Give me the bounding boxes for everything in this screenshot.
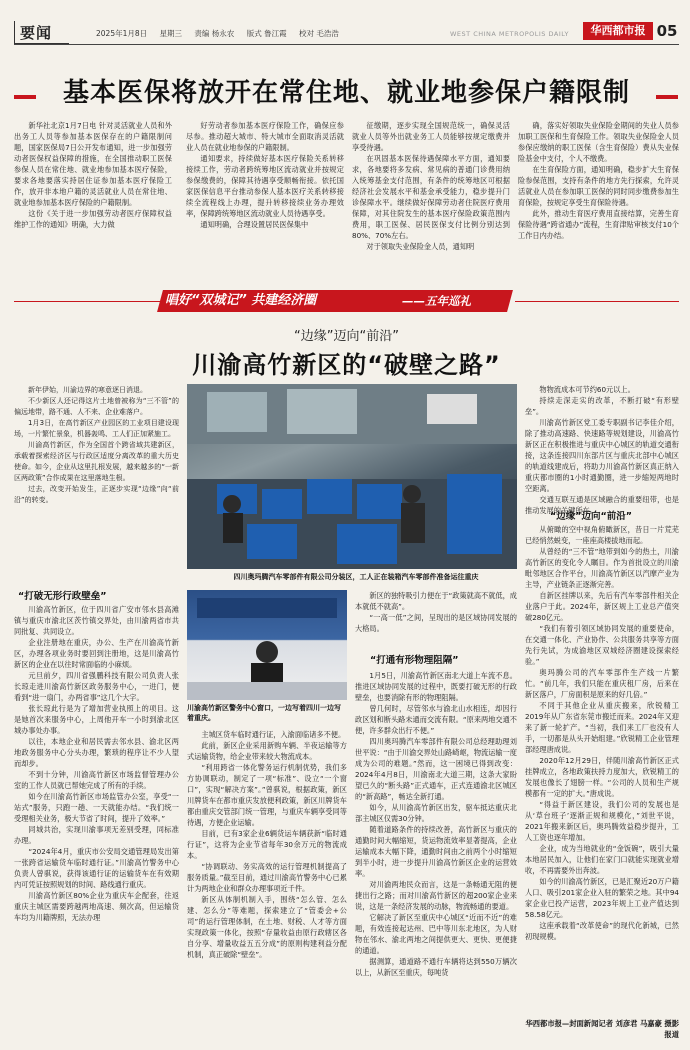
banner-rule-left [14, 301, 160, 302]
story2-paragraph: “2024年4月，重庆市公安局交通管理局发出第一张跨省运输货车临时通行证。”川渝高竹警务中心负责人曾骐说，获得该通行证的运输货车在有效期内可凭证按照规划的时间、路线通行重庆。 [14, 847, 179, 889]
story2-paragraph: 如今的川渝高竹新区，已是汇聚近20万户籍人口、吸引201家企业入驻的繁荣之地。其中94家企业已投产运营，2023年规上工业产值达到58.58亿元。 [525, 877, 679, 919]
story1-headline: 基本医保将放开在常住地、就业地参保户籍限制 [62, 78, 630, 108]
intro-paragraph: 川渝高竹新区，作为全国首个跨省域共建新区，承载着探索经济区与行政区适度分离改革的重大历史使命。如今，企业从这里扎根发展，越来越多的“一新区两政策”合作成果在这里落地生根。 [14, 441, 179, 482]
story1-paragraph: 此外，推动生育医疗费用直接结算，完善生育保险待遇“跨省通办”流程，生育津贴审核支付10个工作日内办结。 [518, 209, 679, 240]
story2-paragraph: 四川奥玛腾汽车零部件有限公司总经理助理刘世平说：“由于川渝交界处山路崎岖，物流运输一度成为公司的难题。”然而，这一困境已得到改变：2024年4月8日，川渝南北大道三期，这条大家盼望已久的“断头路”正式通车，正式连通渝北区城区的“新高路”，畅达全新打通。 [355, 737, 517, 801]
police-photo-caption: 川渝高竹新区警务中心窗口，一边写着四川一边写着重庆。 [187, 704, 341, 722]
intro-paragraph: 1月3日，在高竹新区产业园区的工业项目建设现场，一片繁忙景象，机器轰鸣、工人们正加紧施工。 [14, 419, 179, 438]
story2-paragraph: 自新区挂牌以来，先后有汽车零部件相关企业落户于此。2024年，新区规上工业总产值突破280亿元。 [525, 591, 679, 622]
proofreader-credit: 校对 毛浩浩 [298, 29, 339, 38]
series-banner-subtitle: ——五年巡礼 [402, 294, 471, 308]
paper-english-name: WEST CHINA METROPOLIS DAILY [450, 30, 569, 38]
story2-paragraph: 据测算，通道路不通行车辆将达到550万辆次以上，从新区至重庆，每吨货 [355, 957, 517, 977]
story2-column-3 [355, 590, 517, 646]
story2-kicker: “边缘”迈向“前沿” [294, 329, 399, 344]
issue-meta [96, 28, 349, 39]
designer-credit: 版式 鲁江霞 [246, 29, 287, 38]
editor-credit: 责编 杨永农 [194, 29, 235, 38]
story1-paragraph: 通知明确，合理设置居民医保集中 [200, 220, 309, 229]
story2-paragraph: 持续走深走实的改革，不断打破“有形壁垒”。 [525, 396, 679, 416]
story2-paragraph: 企业注册地在重庆，办公、生产在川渝高竹新区，办理各项业务时要回到注册地，这是川渝高竹新区的企业在以往时常面临的小麻烦。 [14, 638, 179, 669]
story2-paragraph: 新区从体制机制入手，围绕“怎么管、怎么建、怎么分”等难题，探索建立了“管委会+公司”的运行管理体制，在土地、财税、人才等方面实现政策一体化，按照“存量收益由原行政辖区各自分享、增量收益五五分成”的原则构建利益分配机制，真正破除“壁垒”。 [187, 895, 347, 959]
story2-paragraph: 川渝高竹新区80%企业为重庆车企配套，往返重庆主城区需要跨越两地高速、频次高，但运输货车均为川籍牌照，无法办理 [14, 891, 179, 922]
story2-paragraph: 曾几何时，尽管邻水与渝北山水相连，却因行政区划和断头路未通而交流有限。“原来两地交通不便，许多群众出行不便。” [355, 704, 517, 735]
subhead-open-physical-barriers: “打通有形物理阻隔” [370, 655, 459, 666]
story2-paragraph: 这座承载着“改革使命”的现代化新城，已然初现规模。 [525, 921, 679, 941]
story2-paragraph: 川渝高竹新区党工委专职副书记李佳介绍，除了推动高速路、快速路等规划建设，川渝高竹新区正在积极推进与重庆中心城区的轨道交通衔接，这条连接四川东部片区与重庆北部中心城区的轨道线建成后，将助力川渝高竹新区真正纳入重庆都市圈的1小时通勤圈，进一步缩短两地时空距离。 [525, 418, 679, 493]
story2-paragraph: 以往，本地企业和居民需去邻水县、渝北区两地政务服务中心分头办理，繁琐的程序让不少人望而却步。 [14, 737, 179, 768]
story2-paragraph: “利用跨省一体化警务运行机制优势，我们多方协调联动，制定了一项“标准”、设立“一个窗口”，实现“解决方案”。”曾骐说，根据政策，新区川牌货车在都市重庆发放便利政策，新区川牌货车都由重庆交管部门统一管理，与重庆车辆享受同等待遇，方便企业运输。 [187, 763, 347, 827]
subhead-break-barriers: “打破无形行政壁垒” [18, 591, 107, 602]
story1-paragraph: 对于领取失业保险金人员，通知明 [366, 242, 475, 251]
story2-paragraph: 张长琼此行是为了增加营业执照上的项目。这是她首次来服务中心，上周他开车一小时到渝北区城办事处办事。 [14, 704, 179, 735]
story1-paragraph: 征缴期，逐步实现全国规范统一，确保灵活就业人员等外出就业务工人员能够按规定缴费并享受待遇。 [352, 121, 510, 152]
subhead-edge-to-frontier: “边缘”迈向“前沿” [550, 511, 632, 522]
story2-paragraph: 元旦前夕，四川省强鹏科技有限公司负责人张长琼走进川渝高竹新区政务服务中心，一进门，便看到“进一扇门，办两省事”这几个大字。 [14, 671, 179, 702]
story1-paragraph: 通知要求，持续做好基本医疗保险关系转移接续工作，劳动者跨统筹地区流动就业并按规定参保缴费的，保障其待遇享受顺畅衔接。依托国家医保信息平台推动参保人基本医疗关系转移接续全流程线上办理，提升转移接续业务办理效率，保障跨统筹地区流动就业人员待遇享受。 [186, 154, 344, 218]
intro-paragraph: 过去，改变开始发生，正逐步实现“边缘”向“前沿”的转变。 [14, 485, 179, 504]
story2-paragraph: 2020年12月29日，伴随川渝高竹新区正式挂牌成立，各地政策扶持力度加大，欣锐精工的发展也像长了翅膀一样。“公司的人员和生产规模都有一定的扩大。”唐成说。 [525, 756, 679, 798]
story2-paragraph: 不到十分钟，川渝高竹新区市场监督管理办公室的工作人员就已帮她完成了所有的手续。 [14, 770, 179, 790]
story1-column-1 [14, 120, 172, 284]
factory-photo-illustration [187, 384, 517, 569]
intro-paragraph: 新年伊始，川渝边界的寒意逐日消退。 [28, 386, 147, 394]
story1-column-3 [352, 120, 510, 284]
page-number: 05 [656, 22, 678, 40]
story2-paragraph: 同城共治，实现川渝事项无差别受理，同标准办理。 [14, 825, 179, 845]
story1-paragraph: 在生育保险方面，通知明确，稳步扩大生育保险参保范围，支持有条件的地方先行探索，允许灵活就业人员在参加职工医保的同时同步缴费参加生育保险，按规定享受生育保险待遇。 [518, 165, 679, 207]
story1-paragraph: 这份《关于进一步加强劳动者医疗保障权益维护工作的通知》明确，大力做 [14, 209, 172, 229]
story2-paragraph: 它解决了新区至重庆中心城区“近而不近”的难题，有效连接起达州、巴中等川东北地区，为人财物在邻水、渝北两地之间提供更大、更快、更便捷的通道。 [355, 913, 517, 955]
story2-paragraph: 物物流成本可节约60元以上。 [539, 385, 635, 394]
story2-paragraph: 1月5日，川渝高竹新区南北大道上车流不息。推进区域协同发展的过程中，既要打破无形的行政壁垒，也要消除有形的物理阻隔。 [355, 671, 517, 702]
story1-column-4 [518, 120, 679, 284]
story2-intro [14, 385, 179, 580]
story2-paragraph: 主城区货车临时通行证，入渝面临诸多不便。 [201, 730, 346, 739]
story2-headline: 川渝高竹新区的“破壁之路” [192, 351, 501, 379]
masthead-rule [14, 44, 679, 45]
story2-paragraph: “一高一低”之间，呈现出的是区域协同发展的大格局。 [355, 613, 517, 633]
story2-paragraph: 川渝高竹新区，位于四川省广安市邻水县高滩镇与重庆市渝北区茨竹镇交界处，由川渝两省市共同批复、共同设立。 [14, 605, 179, 636]
issue-date: 2025年1月8日 [96, 29, 148, 38]
story1-paragraph: 确，落实好领取失业保险金期间的失业人员参加职工医保和生育保险工作。领取失业保险金人员参保应缴纳的职工医保（含生育保险）费从失业保险基金中支付，个人不缴费。 [518, 121, 679, 163]
story2-column-4b [525, 524, 679, 1014]
story2-byline: 华西都市报—封面新闻记者 刘彦君 马嘉豪 摄影报道 [525, 1019, 679, 1039]
story2-paragraph: “协调联动、务实高效的运行管理机制提高了服务质量。”截至目前，通过川渝高竹警务中心已累计为两地企业和群众办理事项近千件。 [187, 862, 347, 893]
banner-rule-right [515, 301, 679, 302]
story2-paragraph: 对川渝两地民众而言，这是一条畅通无阻的便捷出行之路；而对川渝高竹新区的超200家企业来说，这是一条经济发展的动脉，物流畅通的要道。 [355, 880, 517, 911]
story2-column-3b [355, 670, 517, 1044]
story1-paragraph: 新华社北京1月7日电 针对灵活就业人员和外出务工人员等参加基本医保存在的户籍限制问题，国家医保局7日公开发布通知，进一步加强劳动者医保权益保障的措施，在全国推动职工医保参保人员在常住地、就业地参加基本医疗保险，要求各地要落实持居住证参加基本医疗保险工作，放开非本地户籍的灵活就业人员在常住地、就业地参加基本医疗保险的户籍限制。 [14, 121, 172, 207]
story2-paragraph: 从俯瞰的空中视角俯瞰新区，昔日一片荒芜已经悄然蜕变，一座座高楼拔地而起。 [525, 525, 679, 545]
police-center-photo [187, 590, 347, 700]
paper-logo: 华西都市报 [583, 22, 653, 40]
factory-photo [187, 384, 517, 569]
intro-paragraph: 不少新区人还记得这片土地曾被称为“三不管”的偏远地带，路不通、人不来、企业难落户。 [14, 397, 179, 416]
story2-column-1 [14, 604, 179, 1044]
series-banner-title: 唱好“双城记” 共建经济圈 [165, 293, 317, 308]
story2-paragraph: 新区的独特吸引力便在于“政策就高不就低，成本就低不就高”。 [355, 591, 517, 611]
story2-column-2 [187, 729, 347, 1044]
story1-paragraph: 好劳动者参加基本医疗保险工作，确保应参尽参。推动超大城市、特大城市全面取消灵活就业人员在就业地参保的户籍限制。 [186, 121, 344, 152]
story2-paragraph: 不同于其他企业从重庆搬来，欣锐精工2019年从广东省东莞市搬迁而来。2024年又迎来了新一轮扩产。“当初，我们来工厂也没有人手，一切都是从头开始组建。”欣锐精工企业管理部经理唐成说。 [525, 701, 679, 754]
factory-photo-caption: 四川奥玛腾汽车零部件有限公司分装区，工人正在装箱汽车零部件准备运往重庆 [233, 573, 479, 581]
story1-column-2 [186, 120, 344, 284]
section-label: 要闻 [20, 24, 53, 42]
headline-accent-left [14, 95, 36, 99]
story2-paragraph: “得益于新区建设，我们公司的发展也是从‘草台班子’逐渐正规和规模化，”刘世平说，2021年搬来新区后，奥玛腾效益稳步提升，工人工资也逐年增加。 [525, 800, 679, 842]
story2-paragraph: 奥玛腾公司的汽车零部件生产线一片繁忙。“前几年，我们只能在重庆租厂房，后来在新区落户，厂房面积是原来的好几倍。” [525, 668, 679, 699]
story2-paragraph: 随着道路条件的持续改善，高竹新区与重庆的通勤时间大幅缩短，货运物流效率显著提高，企业运输成本大幅下降，通勤时间由之前两个小时缩短到半小时，进一步提升川渝高竹新区企业的运营效率。 [355, 825, 517, 878]
story1-paragraph: 在巩固基本医保待遇保障水平方面，通知要求，各地要将多发病、常见病的普通门诊费用纳入统筹基金支付范围，有条件的统筹地区可根据经济社会发展水平和基金承受能力，稳步提升门诊保障水平。继续做好保障劳动者住院医疗费用保障，对其住院发生的基本医疗保险政策范围内费用，职工医保、居民医保支付比例分别达到80%、70%左右。 [352, 154, 510, 240]
story2-paragraph: 从曾经的“三不管”地带到如今的热土，川渝高竹新区的变化令人瞩目。作为首批设立的川渝毗邻地区合作平台，川渝高竹新区以汽摩产业为主导，产业链条正逐渐完善。 [525, 547, 679, 589]
headline-accent-right [656, 95, 678, 99]
story2-paragraph: 如今，从川渝高竹新区出发，驱车抵达重庆北部主城区仅需30分钟。 [355, 803, 517, 823]
story2-paragraph: 交通互联互通是区域融合的重要纽带，也是推动发展的关键所在。 [525, 495, 679, 515]
story2-paragraph: “我们有着引领区域协同发展的重要使命，在交通一体化、产业协作、公共服务共享等方面先行先试，为成渝地区双城经济圈建设探索经验。” [525, 624, 679, 666]
story2-column-4 [525, 384, 679, 515]
story2-paragraph: 此前，新区企业采用新购车辆、半夜运输等方式运输货物，给企业带来较大物流成本。 [187, 741, 347, 761]
police-photo-illustration [187, 590, 347, 700]
issue-weekday: 星期三 [159, 29, 183, 38]
story2-paragraph: 目前，已有3家企业6辆货运车辆获新“临时通行证”，这将为企业节省每年30余万元的物流成本。 [187, 829, 347, 860]
story2-paragraph: 企业，成为当地就业的“金饭碗”，吸引大量本地居民加入，让他们在家门口就能实现就业增收，不再需要外出奔波。 [525, 844, 679, 875]
story2-paragraph: 如今在川渝高竹新区市场监管办公室，享受“一站式”服务，只跑一趟、一天就能办结。“我们统一受理相关业务，极大节省了时间，提升了效率。” [14, 792, 179, 823]
